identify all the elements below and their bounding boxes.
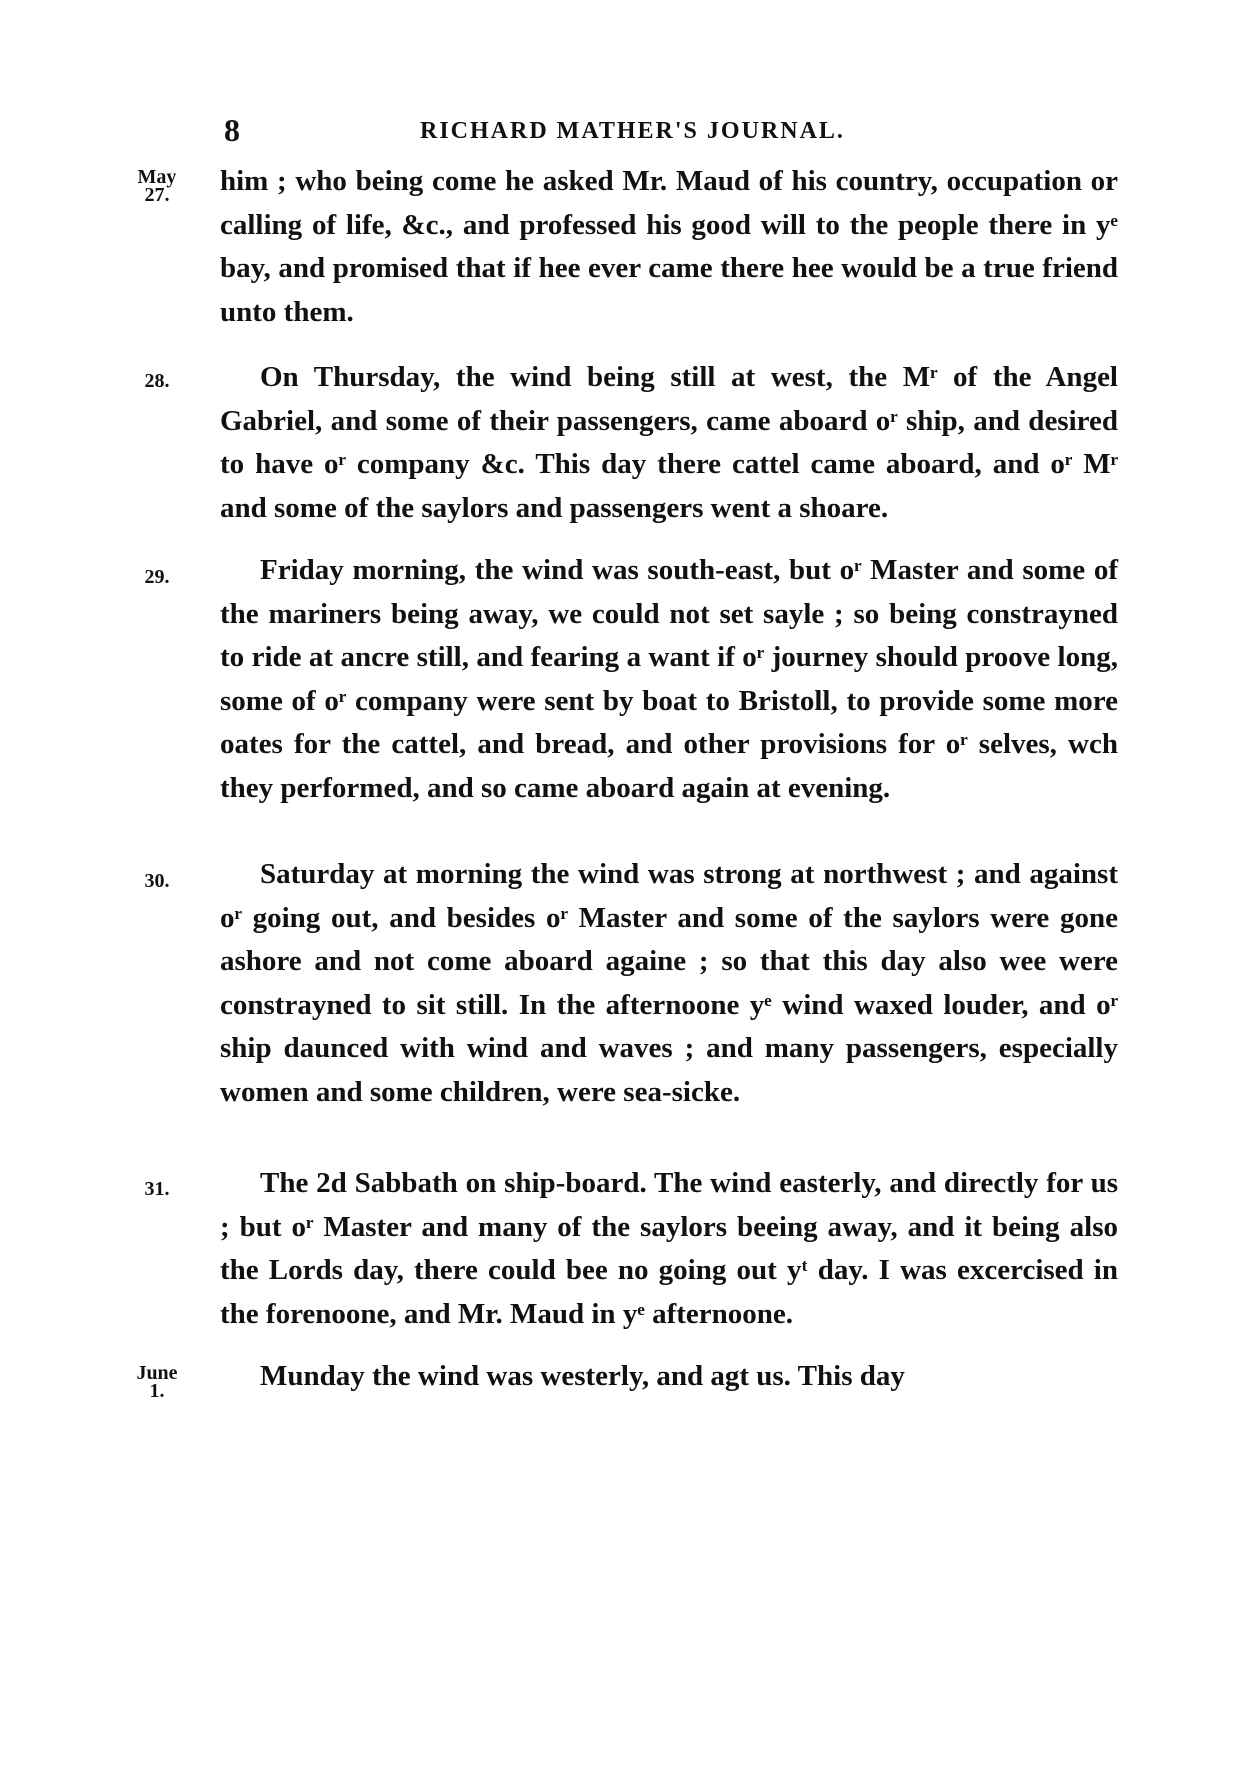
- page-header: [220, 112, 1110, 152]
- journal-entry-29: [220, 549, 1118, 811]
- date-label-may-27: [122, 168, 192, 204]
- date-day: 29.: [144, 566, 170, 588]
- entry-text: The 2d Sabbath on ship-board. The wind easterly, and directly for us ; but oʳ Master and many of the saylors beeing away, and it being also the Lords day, there could bee no going out yᵗ day. I was excercised in the forenoone, and Mr. Maud in yᵉ afternoone.: [220, 1167, 1118, 1330]
- journal-entry-june-1: [220, 1355, 1118, 1399]
- entry-text: him ; who being come he asked Mr. Maud of his country, occupation or calling of life, &c., and professed his good will to the people there in yᵉ bay, and promised that if hee ever came there hee would be a true friend unto them.: [220, 165, 1118, 328]
- date-day: 1.: [149, 1380, 165, 1402]
- journal-entry-30: [220, 853, 1118, 1115]
- entry-text: Munday the wind was westerly, and agt us. This day: [260, 1360, 905, 1392]
- entry-text: Friday morning, the wind was south-east, but oʳ Master and some of the mariners being away, we could not set sayle ; so being constrayned to ride at ancre still, and fearing a want if oʳ journey should proove long, some of oʳ company were sent by boat to Bristoll, to provide some more oates for the cattel, and bread, and other provisions for oʳ selves, wch they performed, and so came aboard again at evening.: [220, 554, 1118, 804]
- date-label-31: [122, 1180, 192, 1198]
- journal-entry-may-27: [220, 160, 1118, 334]
- journal-entry-28: [220, 356, 1118, 530]
- date-label-29: [122, 568, 192, 586]
- date-day: 30.: [144, 870, 170, 892]
- date-label-june-1: [122, 1364, 192, 1400]
- date-day: 28.: [144, 370, 170, 392]
- running-head: RICHARD MATHER'S JOURNAL.: [420, 118, 845, 144]
- date-label-30: [122, 872, 192, 890]
- date-day: 31.: [144, 1178, 170, 1200]
- date-label-28: [122, 372, 192, 390]
- entry-text: On Thursday, the wind being still at west, the Mʳ of the Angel Gabriel, and some of their passengers, came aboard oʳ ship, and desired to have oʳ company &c. This day there cattel came aboard, and oʳ Mʳ and some of the saylors and passengers went a shoare.: [220, 361, 1118, 524]
- date-month: June: [136, 1362, 178, 1384]
- entry-text: Saturday at morning the wind was strong at northwest ; and against oʳ going out, and besides oʳ Master and some of the saylors were gone ashore and not come aboard againe ; so that this day also wee were constrayned to sit still. In the afternoone yᵉ wind waxed louder, and oʳ ship daunced with wind and waves ; and many passengers, especially women and some children, were sea-sicke.: [220, 858, 1118, 1108]
- page-number: 8: [224, 112, 240, 148]
- date-day: 27.: [144, 184, 170, 206]
- date-month: May: [137, 166, 177, 188]
- journal-entry-31: [220, 1162, 1118, 1336]
